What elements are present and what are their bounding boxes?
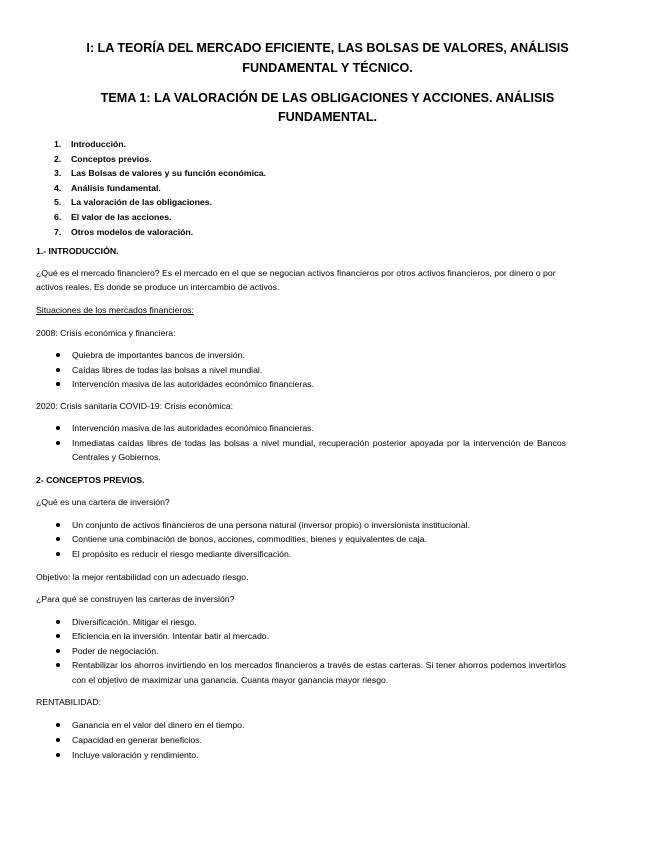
crisis-2008-label: 2008: Crisis económica y financiera: bbox=[36, 328, 176, 339]
toc-label: Conceptos previos. bbox=[71, 153, 152, 164]
cartera-list bbox=[36, 518, 566, 562]
toc-item bbox=[36, 181, 566, 196]
list-item: Intervención masiva de las autoridades económico financieras. bbox=[36, 377, 566, 392]
toc-item bbox=[36, 152, 566, 167]
toc-label: Las Bolsas de valores y su función económica. bbox=[71, 168, 267, 179]
topic-title bbox=[40, 89, 615, 127]
rentabilidad-list bbox=[36, 718, 566, 762]
list-item: Intervención masiva de las autoridades económico financieras. bbox=[36, 421, 566, 436]
toc-number: 1. bbox=[54, 139, 62, 149]
list-item: Un conjunto de activos financieros de una persona natural (inversor propio) o inversionista institucional. bbox=[36, 518, 566, 533]
document-title-line-2: FUNDAMENTAL Y TÉCNICO. bbox=[242, 61, 413, 75]
list-item: Poder de negociación. bbox=[36, 644, 566, 659]
list-item: Rentabilizar los ahorros invirtiendo en los mercados financieros a través de estas carteras. Si tener ahorros podemos invertirlos con el objetivo de maximizar una ganancia. Cuanta mayor ganancia mayor riesgo. bbox=[36, 658, 566, 687]
list-item: Contiene una combinación de bonos, acciones, commodities, bienes y equivalentes de caja. bbox=[36, 532, 566, 547]
document-body bbox=[36, 137, 566, 762]
list-item: Diversificación. Mitigar el riesgo. bbox=[36, 615, 566, 630]
list-item: Incluye valoración y rendimiento. bbox=[36, 748, 566, 763]
toc-item bbox=[36, 166, 566, 181]
table-of-contents bbox=[36, 137, 566, 239]
topic-title-line-2: FUNDAMENTAL. bbox=[277, 110, 378, 124]
intro-paragraph: ¿Qué es el mercado financiero? Es el mercado en el que se negocian activos financieros por otros activos financieros, por dinero o por activos reales. Es donde se produce un intercambio de activos. bbox=[36, 268, 556, 293]
document-title bbox=[30, 38, 625, 78]
section-heading-conceptos-previos: 2- CONCEPTOS PREVIOS. bbox=[36, 474, 145, 485]
toc-number: 5. bbox=[54, 197, 62, 208]
topic-title-line-1: TEMA 1: LA VALORACIÓN DE LAS OBLIGACIONES Y ACCIONES. ANÁLISIS bbox=[100, 91, 555, 105]
cartera-question: ¿Qué es una cartera de inversión? bbox=[36, 496, 170, 507]
list-item: Capacidad en generar beneficios. bbox=[36, 733, 566, 748]
toc-number: 3. bbox=[54, 168, 62, 179]
toc-label: Otros modelos de valoración. bbox=[71, 226, 194, 237]
toc-number: 2. bbox=[54, 153, 62, 164]
toc-item bbox=[36, 137, 566, 152]
list-item: Eficiencia en la inversión. Intentar batir al mercado. bbox=[36, 629, 566, 644]
toc-item bbox=[36, 225, 566, 240]
para-que-question: ¿Para qué se construyen las carteras de inversión? bbox=[36, 593, 235, 604]
toc-number: 7. bbox=[54, 226, 62, 237]
toc-number: 6. bbox=[54, 211, 62, 222]
toc-item bbox=[36, 210, 566, 225]
list-item: Caídas libres de todas las bolsas a nivel mundial. bbox=[36, 363, 566, 378]
crisis-2020-list bbox=[36, 421, 566, 465]
section-heading-rentabilidad: RENTABILIDAD: bbox=[36, 697, 102, 708]
objetivo-text: Objetivo: la mejor rentabilidad con un adecuado riesgo. bbox=[36, 571, 249, 582]
toc-label: Introducción. bbox=[71, 139, 127, 149]
toc-label: Análisis fundamental. bbox=[71, 182, 161, 193]
document-title-line-1: I: LA TEORÍA DEL MERCADO EFICIENTE, LAS BOLSAS DE VALORES, ANÁLISIS bbox=[86, 41, 569, 55]
list-item: Inmediatas caídas libres de todas las bolsas a nivel mundial, recuperación posterior apoyada por la intervención de Bancos Centrales y Gobiernos. bbox=[36, 436, 566, 465]
toc-number: 4. bbox=[54, 182, 62, 193]
list-item: El propósito es reducir el riesgo mediante diversificación. bbox=[36, 547, 566, 562]
section-heading-introduccion: 1.- INTRODUCCIÓN. bbox=[36, 246, 119, 257]
toc-label: La valoración de las obligaciones. bbox=[71, 197, 212, 208]
list-item: Quiebra de importantes bancos de inversión. bbox=[36, 348, 566, 363]
toc-item bbox=[36, 195, 566, 210]
toc-label: El valor de las acciones. bbox=[71, 211, 172, 222]
list-item: Ganancia en el valor del dinero en el tiempo. bbox=[36, 718, 566, 733]
crisis-2020-label: 2020: Crisis sanitaria COVID-19: Crisis económica: bbox=[36, 400, 233, 411]
subheading-situaciones: Situaciones de los mercados financieros: bbox=[36, 305, 194, 316]
para-que-list bbox=[36, 615, 566, 688]
crisis-2008-list bbox=[36, 348, 566, 392]
